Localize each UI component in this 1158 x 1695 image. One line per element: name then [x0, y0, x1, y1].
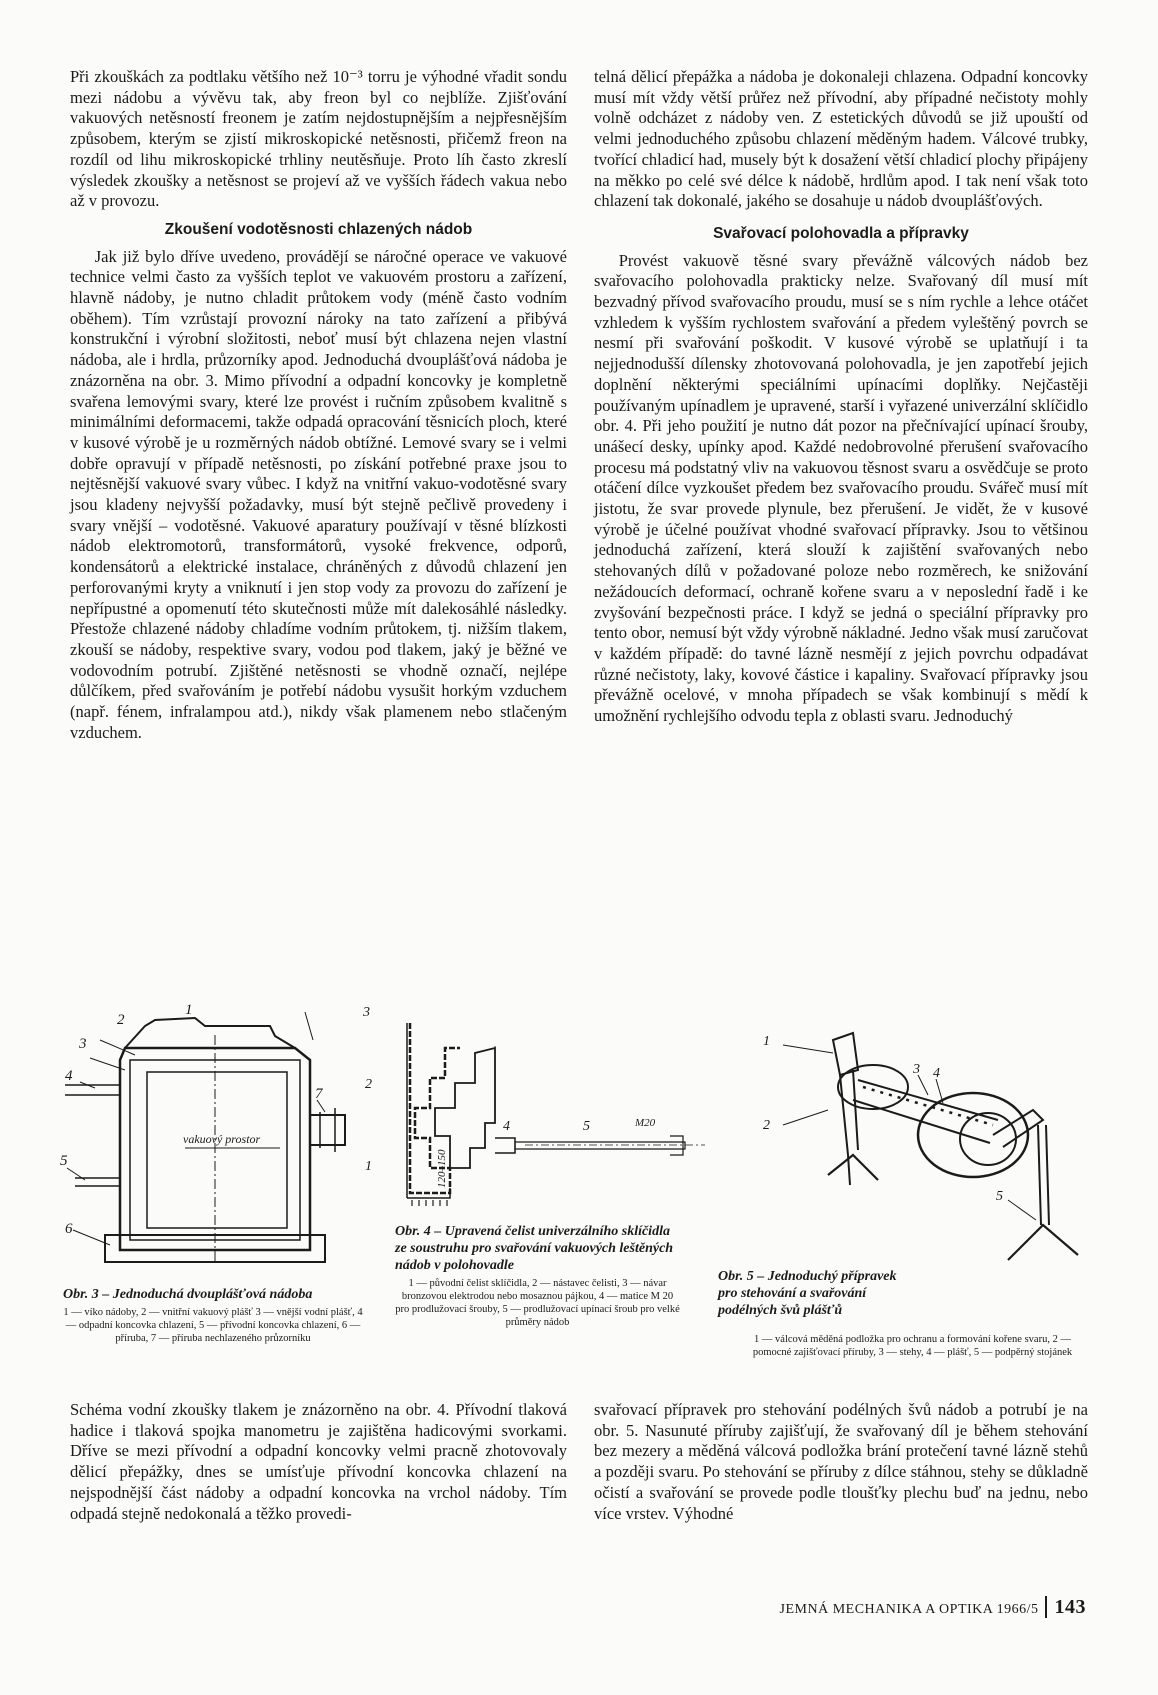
thread-label: M20 [635, 1117, 656, 1129]
callout-2: 2 [365, 1077, 372, 1092]
page-footer [780, 1596, 1086, 1619]
callout-2: 1 [185, 1002, 193, 1018]
left-column [70, 67, 567, 744]
section-heading: Zkoušení vodotěsnosti chlazených nádob [164, 220, 473, 238]
page-number: 143 [1045, 1596, 1087, 1618]
paragraph: Jak již bylo dříve uvedeno, provádějí se náročné operace ve vakuové technice velmi často za vyšších teplot ve vakuovém prostoru a zařízení, hlavně nádoby, je nutno chladit průtokem vody (méně často vodním oběhem). Tím vzrůstají provozní nároky na tato zařízení a přibývá konstrukční i výrobní složitosti, neboť musí být chlazena nejen vlastní nádoba, ale i hrdla, průzorníky apod. Jednoduchá dvouplášťová nádoba je znázorněna na obr. 3. Mimo přívodní a odpadní koncovky je kompletně svařena lemovými svary, které lze provést i ručním způsobem kvalitně s minimálními deformacemi, takže odpadá opracování těsnicích ploch, které v kusové výrobě je u rozměrných nádob obtížné. Lemové svary se i velmi dobře opravují v případě netěsnosti, po získání potřebné praxe jsou to nejtěsnější vakuové svary vůbec. I když na vnitřní vakuo-vodotěsné svary jsou kladeny nejvyšší požadavky, musí být stejně pečlivě provedeny i svary vnější – vodotěsné. Vakuové aparatury používají v těsné blízkosti nádob elektromotorů, transformátorů, vysoké frekvence, odporů, kondensátorů a elektrické instalace, chráněných z důvodů chlazení jen perforovanými kryty a vniknutí i jen stop vody za provozu do zařízení je nepřípustné a opomenutí této skutečnosti může mít dalekosáhlé následky. Přestože chlazené nádoby chladíme vodním průtokem, tj. nižším tlakem, zkouší se nádoby, respektive svary, vodou pod tlakem, jaký je běžné ve vodovodním potrubí. Zjištěné netěsnosti se vhodně označí, nejlépe důlčíkem, před svařováním je potřebí nádobu vysušit horkým vzduchem (např. fénem, infralampou atd.), nikdy však plamenem nebo stlačeným vzduchem. [70, 246, 567, 742]
figure-3-caption [63, 1286, 363, 1345]
callout-7: 7 [315, 1086, 323, 1102]
journal-name: JEMNÁ MECHANIKA A OPTIKA 1966/5 [779, 1602, 1039, 1617]
callout-5: 5 [996, 1189, 1003, 1204]
callout-2: 2 [763, 1118, 770, 1133]
bottom-left-column [70, 1400, 567, 1524]
callout-6: 6 [65, 1221, 73, 1237]
paragraph: telná dělicí přepážka a nádoba je dokonaleji chlazena. Odpadní koncovky musí mít vždy větší průřez než přívodní, aby případné nečistoty mohly volně odcházet z nádoby ven. Z estetických důvodů se již upouští od velmi jednoduchého způsobu chlazení měděným hadem. Válcové trubky, tvořící chladicí had, musely být k dosažení větší chladicí plochy připájeny na měkko po celé své délce k nádobě, hrdlům apod. I tak není však toto chlazení tak dokonalé, jakého se dosahuje u nádob dvouplášťových. [594, 67, 1088, 211]
figure-5-legend [740, 1330, 1085, 1359]
dimension-label: 120–150 [436, 1149, 448, 1188]
callout-4: 4 [65, 1068, 73, 1084]
callout-3: 3 [363, 1005, 370, 1020]
callout-1: 1 [365, 1159, 372, 1174]
figure-5-caption [718, 1268, 918, 1319]
paragraph: Při zkouškách za podtlaku většího než 10⁻³ torru je výhodné vřadit sondu mezi nádobu a vývěvu tak, aby freon byl co nejblíže. Zjišťování vakuových netěsností freonem je zatím nejdostupnějším a nejpřesnějším způsobem, kterým se zjistí mikroskopické netěsnosti, přičemž freon na rozdíl od lihu mikroskopické trhliny neutěsňuje. Proto líh často zkreslí výsledek zkoušky a netěsnost se projeví až ve vyšších řádech vakua nebo až v provozu. [70, 67, 567, 211]
bottom-right-column [594, 1400, 1088, 1524]
callout-3: 3 [913, 1062, 920, 1077]
callout-4: 4 [503, 1119, 510, 1134]
callout-5: 5 [583, 1119, 590, 1134]
caption-legend: 1 — víko nádoby, 2 — vnitřní vakuový plášť 3 — vnější vodní plášť, 4 — odpadní koncovka chlazení, 5 — přívodní koncovka chlazení, 6 — příruba, 7 — příruba nechlazeného průzorníku [63, 1307, 363, 1344]
figure-4-caption [395, 1223, 680, 1329]
paragraph: svařovací přípravek pro stehování podélných švů nádob a potrubí je na obr. 5. Nasunuté příruby zajišťují, že svařovaný díl je během stehování bez mezery a měděná válcová podložka brání protečení tavné lázně stehů a později svaru. Po stehování se příruby z dílce stáhnou, stehy se důkladně očistí a svařování se provede podle tloušťky plechu buď na jednu, nebo více vrstev. Výhodné [594, 1400, 1088, 1523]
figure-3-drawing [55, 1000, 400, 1275]
caption-title: Obr. 4 – Upravená čelist univerzálního sklíčidla ze soustruhu pro svařování vakuových leštěných nádob v polohovadle [395, 1224, 674, 1273]
vacuum-space-label: vakuový prostor [183, 1132, 261, 1146]
caption-legend: 1 — původní čelist sklíčidla, 2 — nástavec čelisti, 3 — návar bronzovou elektrodou nebo mosaznou pájkou, 4 — matice M 20 pro prodlužovací šrouby, 5 — prodlužovací upínací šroub pro velké průměry nádob [395, 1278, 680, 1328]
caption-title: Obr. 5 – Jednoduchý přípravek pro stehování a svařování podélných švů plášťů [718, 1269, 897, 1318]
callout-1: 1 [763, 1034, 770, 1049]
right-column [594, 67, 1088, 727]
callout-3: 3 [79, 1036, 87, 1052]
paragraph: Provést vakuově těsné svary převážně válcových nádob bez svařovacího polohovadla prakticky nelze. Svařovaný díl musí mít bezvadný přívod svařovacího proudu, musí se s ním rychle a lehce otáčet vzhledem k vyšším rychlostem svařování a předem vyleštěný povrch se nesmí při svařování poškodit. V kusové výrobě se uplatňují i ta nejjednodušší dílensky zhotovovaná polohovadla, je jen zapotřebí jejich doplnění některými speciálními upínacími doplňky. Nejčastěji používaným upínadlem je upravené, starší i vyřazené univerzální sklíčidlo obr. 4. Při jeho použití je nutno dát pozor na přečnívající upínací šrouby, unášecí desky, upínky apod. Každé nedobrovolné přerušení svařovacího procesu má podstatný vliv na vakuovou těsnost svaru a osvědčuje se proto otáčení dílce vyzkoušet předem bez svařovacího proudu. Svářeč musí mít jistotu, že svar provede plynule, bez přerušení. Je vidět, že v kusové výrobě je účelné používat vhodné svařovací přípravky. Jsou to většinou jednoduchá zařízení, která slouží k zajištění svařovaných nebo stehovaných dílů v požadované poloze nebo rozměrech, ke snižování nežádoucích deformací, ochraně kořene svaru a v neposlední řadě i ke zvyšování bezpečnosti práce. I když se jedná o speciální přípravky pro tento obor, nemusí být vždy výrobně nákladné. Jedno však musí zaručovat v každém případě: do tavné lázně nesmějí z jejich povrchu odpadávat různé nečistoty, laky, kovové částice i kapaliny. Svařovací přípravky jsou převážně ocelové, v mnoha případech se však kombinují s mědí k umožnění rychlejšího odvodu tepla z oblasti svaru. Jednoduchý [594, 250, 1088, 726]
section-heading: Svařovací polohovadla a přípravky [713, 224, 969, 242]
callout-5: 5 [60, 1153, 68, 1169]
callout-1: 2 [117, 1012, 125, 1028]
callout-4: 4 [933, 1066, 940, 1081]
caption-title: Obr. 3 – Jednoduchá dvouplášťová nádoba [63, 1287, 313, 1302]
caption-legend: 1 — válcová měděná podložka pro ochranu a formování kořene svaru, 2 — pomocné zajišťovací příruby, 3 — stehy, 4 — plášť, 5 — podpěrný stojánek [752, 1334, 1073, 1358]
figure-5-drawing [763, 1015, 1098, 1310]
paragraph: Schéma vodní zkoušky tlakem je znázorněno na obr. 4. Přívodní tlaková hadice i tlaková spojka manometru je zajištěna hadicovými svorkami. Dříve se mezi přívodní a odpadní koncovky velmi pracně zhotovovaly dělicí přepážky, dnes se umísťuje přívodní koncovka chlazení na nejspodnější část nádoby a odpadní koncovka na vrchol nádoby. Tím odpadá stejně nedokonalá a těžko provedi- [70, 1400, 567, 1523]
figure-4-drawing [363, 1005, 715, 1208]
